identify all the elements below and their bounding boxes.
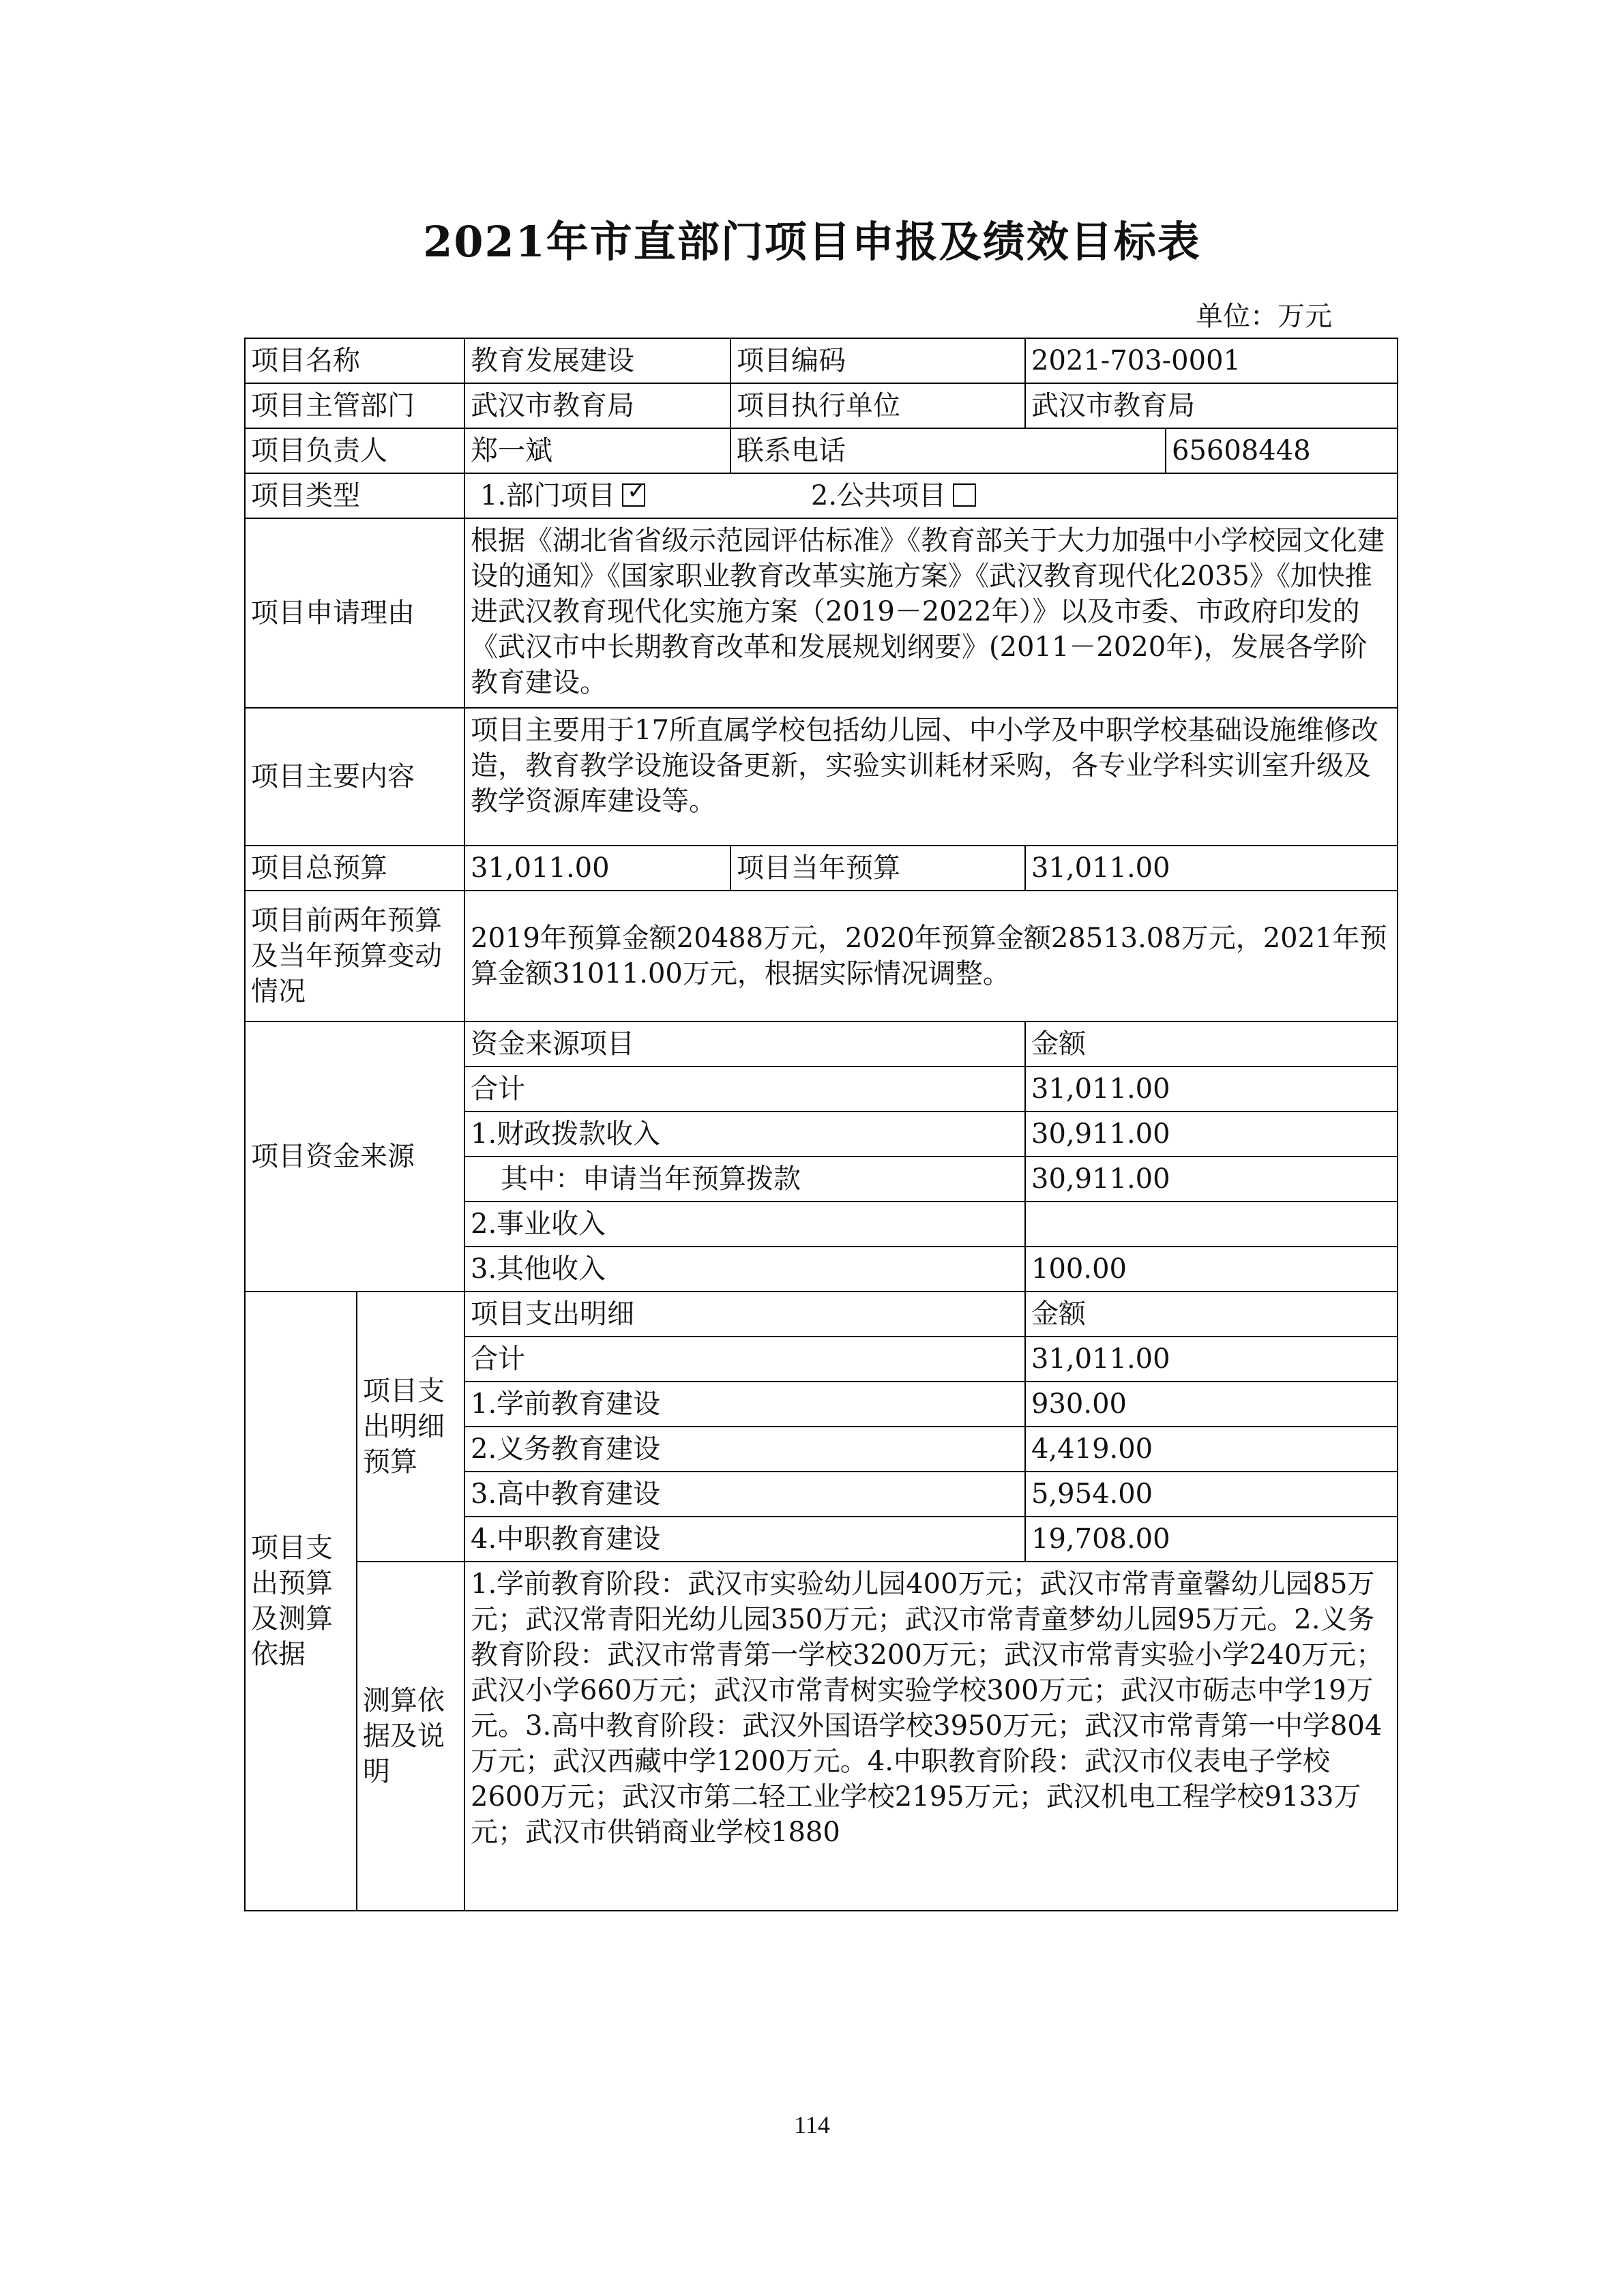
checkbox-empty-icon <box>953 483 976 507</box>
row-budget <box>245 846 1398 891</box>
label-expense-detail: 项目支出明细预算 <box>357 1292 464 1562</box>
label-basis: 测算依据及说明 <box>357 1562 464 1911</box>
type-option-public: 2.公共项目 <box>810 480 947 511</box>
row-leader <box>245 428 1398 473</box>
expense-amount: 4,419.00 <box>1025 1427 1398 1472</box>
row-basis <box>245 1562 1398 1911</box>
value-total-budget: 31,011.00 <box>464 846 730 891</box>
type-option-dept: 1.部门项目 <box>480 480 616 511</box>
value-content: 项目主要用于17所直属学校包括幼儿园、中小学及中职学校基础设施维修改造，教育教学设施设备更新，实验实训耗材采购，各专业学科实训室升级及教学资源库建设等。 <box>464 708 1398 846</box>
expense-amount: 31,011.00 <box>1025 1337 1398 1382</box>
funding-amount: 30,911.00 <box>1025 1112 1398 1157</box>
value-project-name: 教育发展建设 <box>464 338 730 383</box>
expense-item: 4.中职教育建设 <box>464 1517 1025 1562</box>
funding-header-row <box>245 1022 1398 1067</box>
funding-amount: 100.00 <box>1025 1247 1398 1292</box>
page-number: 114 <box>794 2111 830 2138</box>
value-exec-unit: 武汉市教育局 <box>1025 383 1398 428</box>
label-reason: 项目申请理由 <box>245 518 464 708</box>
label-year-budget: 项目当年预算 <box>730 846 1025 891</box>
label-leader: 项目负责人 <box>245 428 464 473</box>
funding-amount: 30,911.00 <box>1025 1157 1398 1202</box>
value-phone: 65608448 <box>1166 428 1398 473</box>
row-change <box>245 891 1398 1022</box>
value-basis: 1.学前教育阶段：武汉市实验幼儿园400万元；武汉市常青童馨幼儿园85万元；武汉常青阳光幼儿园350万元；武汉市常青童梦幼儿园95万元。2.义务教育阶段：武汉市常青第一学校3200万元；武汉市常青实验小学240万元；武汉小学660万元；武汉市常青树实验学校300万元；武汉市砺志中学19万元。3.高中教育阶段：武汉外国语学校3950万元；武汉市常青第一中学804万元；武汉西藏中学1200万元。4.中职教育阶段：武汉市仪表电子学校2600万元；武汉市第二轻工业学校2195万元；武汉机电工程学校9133万元；武汉市供销商业学校1880 <box>464 1562 1398 1911</box>
project-form-table <box>244 338 1398 1911</box>
document-title: 2021年市直部门项目申报及绩效目标表 <box>423 217 1201 267</box>
row-dept <box>245 383 1398 428</box>
label-change: 项目前两年预算及当年预算变动情况 <box>245 891 464 1022</box>
row-project-name <box>245 338 1398 383</box>
label-dept: 项目主管部门 <box>245 383 464 428</box>
value-reason: 根据《湖北省省级示范园评估标准》《教育部关于大力加强中小学校园文化建设的通知》《国家职业教育改革实施方案》《武汉教育现代化2035》《加快推进武汉教育现代化实施方案（2019－2022年）》以及市委、市政府印发的《武汉市中长期教育改革和发展规划纲要》(2011－2020年)，发展各学阶教育建设。 <box>464 518 1398 708</box>
funding-header-amount: 金额 <box>1025 1022 1398 1067</box>
expense-amount: 930.00 <box>1025 1382 1398 1427</box>
funding-item: 3.其他收入 <box>464 1247 1025 1292</box>
label-total-budget: 项目总预算 <box>245 846 464 891</box>
label-type: 项目类型 <box>245 473 464 518</box>
row-content <box>245 708 1398 846</box>
expense-header-item: 项目支出明细 <box>464 1292 1025 1337</box>
funding-item: 1.财政拨款收入 <box>464 1112 1025 1157</box>
label-exec-unit: 项目执行单位 <box>730 383 1025 428</box>
label-funding: 项目资金来源 <box>245 1022 464 1292</box>
value-dept: 武汉市教育局 <box>464 383 730 428</box>
label-content: 项目主要内容 <box>245 708 464 846</box>
checkbox-checked-icon: ✓ <box>622 483 645 507</box>
expense-amount: 19,708.00 <box>1025 1517 1398 1562</box>
funding-amount: 31,011.00 <box>1025 1067 1398 1112</box>
funding-item: 其中：申请当年预算拨款 <box>464 1157 1025 1202</box>
expense-item: 合计 <box>464 1337 1025 1382</box>
expense-item: 3.高中教育建设 <box>464 1472 1025 1517</box>
expense-item: 1.学前教育建设 <box>464 1382 1025 1427</box>
unit-label: 单位：万元 <box>1196 301 1332 332</box>
value-type <box>464 473 1398 518</box>
label-expense: 项目支出预算及测算依据 <box>245 1292 357 1911</box>
funding-amount <box>1025 1202 1398 1247</box>
label-project-name: 项目名称 <box>245 338 464 383</box>
row-reason <box>245 518 1398 708</box>
expense-header-row <box>245 1292 1398 1337</box>
value-project-code: 2021-703-0001 <box>1025 338 1398 383</box>
value-change: 2019年预算金额20488万元，2020年预算金额28513.08万元，2021年预算金额31011.00万元，根据实际情况调整。 <box>464 891 1398 1022</box>
expense-header-amount: 金额 <box>1025 1292 1398 1337</box>
label-project-code: 项目编码 <box>730 338 1025 383</box>
label-phone: 联系电话 <box>730 428 1166 473</box>
funding-header-item: 资金来源项目 <box>464 1022 1025 1067</box>
value-year-budget: 31,011.00 <box>1025 846 1398 891</box>
funding-item: 合计 <box>464 1067 1025 1112</box>
expense-amount: 5,954.00 <box>1025 1472 1398 1517</box>
value-leader: 郑一斌 <box>464 428 730 473</box>
row-type <box>245 473 1398 518</box>
expense-item: 2.义务教育建设 <box>464 1427 1025 1472</box>
funding-item: 2.事业收入 <box>464 1202 1025 1247</box>
